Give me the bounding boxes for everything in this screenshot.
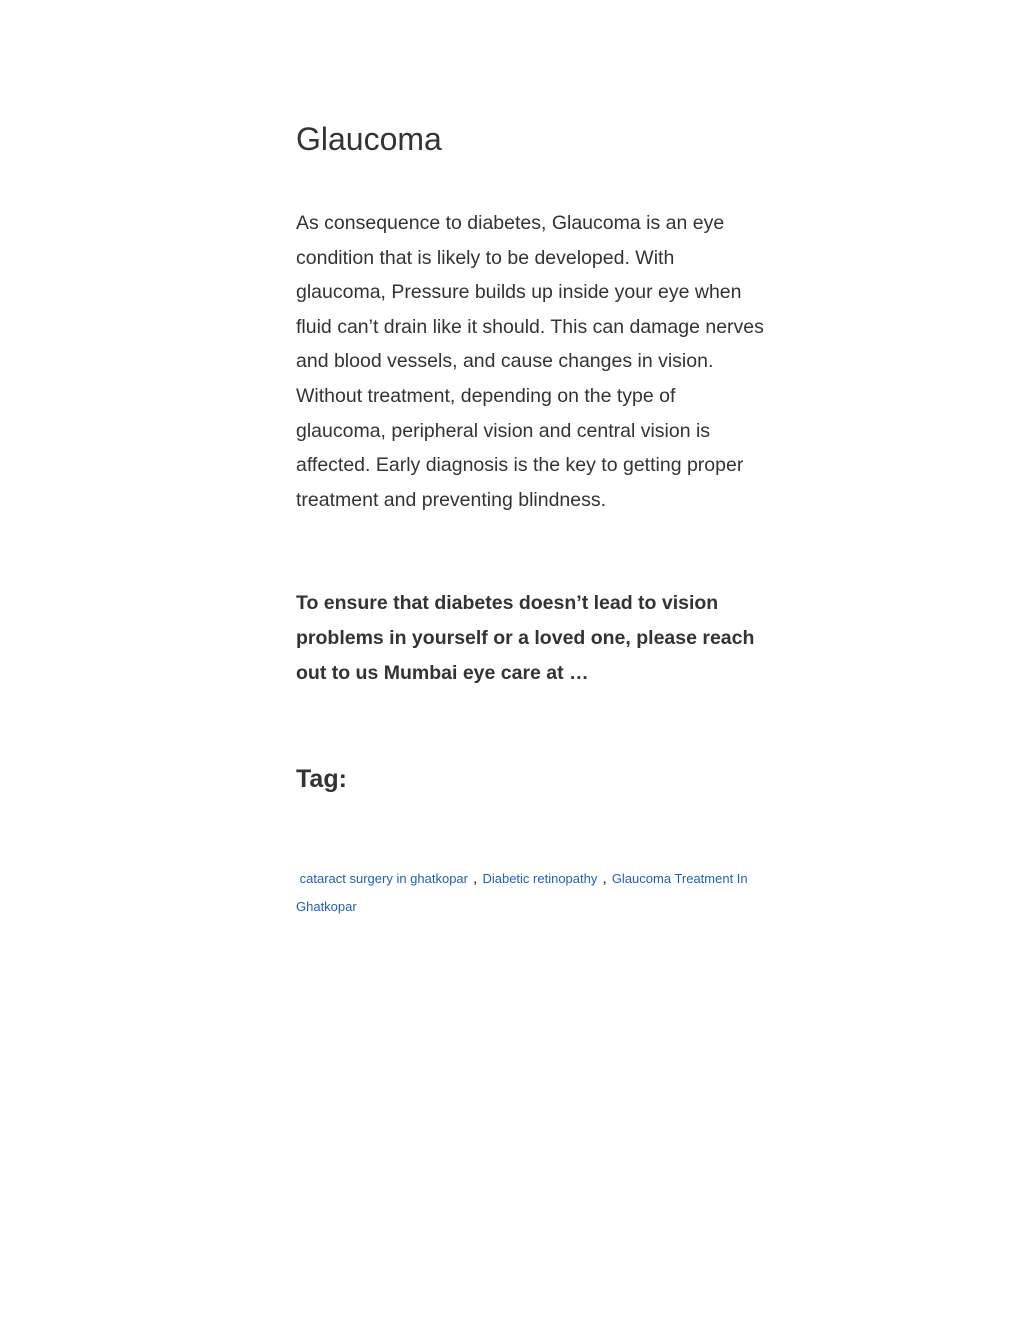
article-title: Glaucoma — [296, 121, 442, 157]
article — [296, 118, 766, 921]
tag-link-glaucoma-treatment[interactable]: Glaucoma Treatment In Ghatkopar — [296, 871, 748, 915]
tag-list — [296, 865, 766, 921]
article-callout: To ensure that diabetes doesn’t lead to vision problems in yourself or a loved one, please reach out to us Mumbai eye care at … — [296, 592, 755, 684]
tag-separator: , — [602, 870, 607, 888]
article-body: As consequence to diabetes, Glaucoma is an eye condition that is likely to be developed. With glaucoma, Pressure builds up inside your eye when fluid can’t drain like it should. This can damage nerves and blood vessels, and cause changes in vision. Without treatment, depending on the type of glaucoma, peripheral vision and central vision is affected. Early diagnosis is the key to getting proper treatment and preventing blindness. — [296, 212, 764, 511]
tag-separator: , — [473, 870, 478, 888]
tag-link-diabetic-retinopathy[interactable]: Diabetic retinopathy — [482, 871, 598, 887]
tag-heading: Tag: — [296, 765, 347, 794]
tag-link-cataract-surgery[interactable]: cataract surgery in ghatkopar — [299, 871, 468, 887]
